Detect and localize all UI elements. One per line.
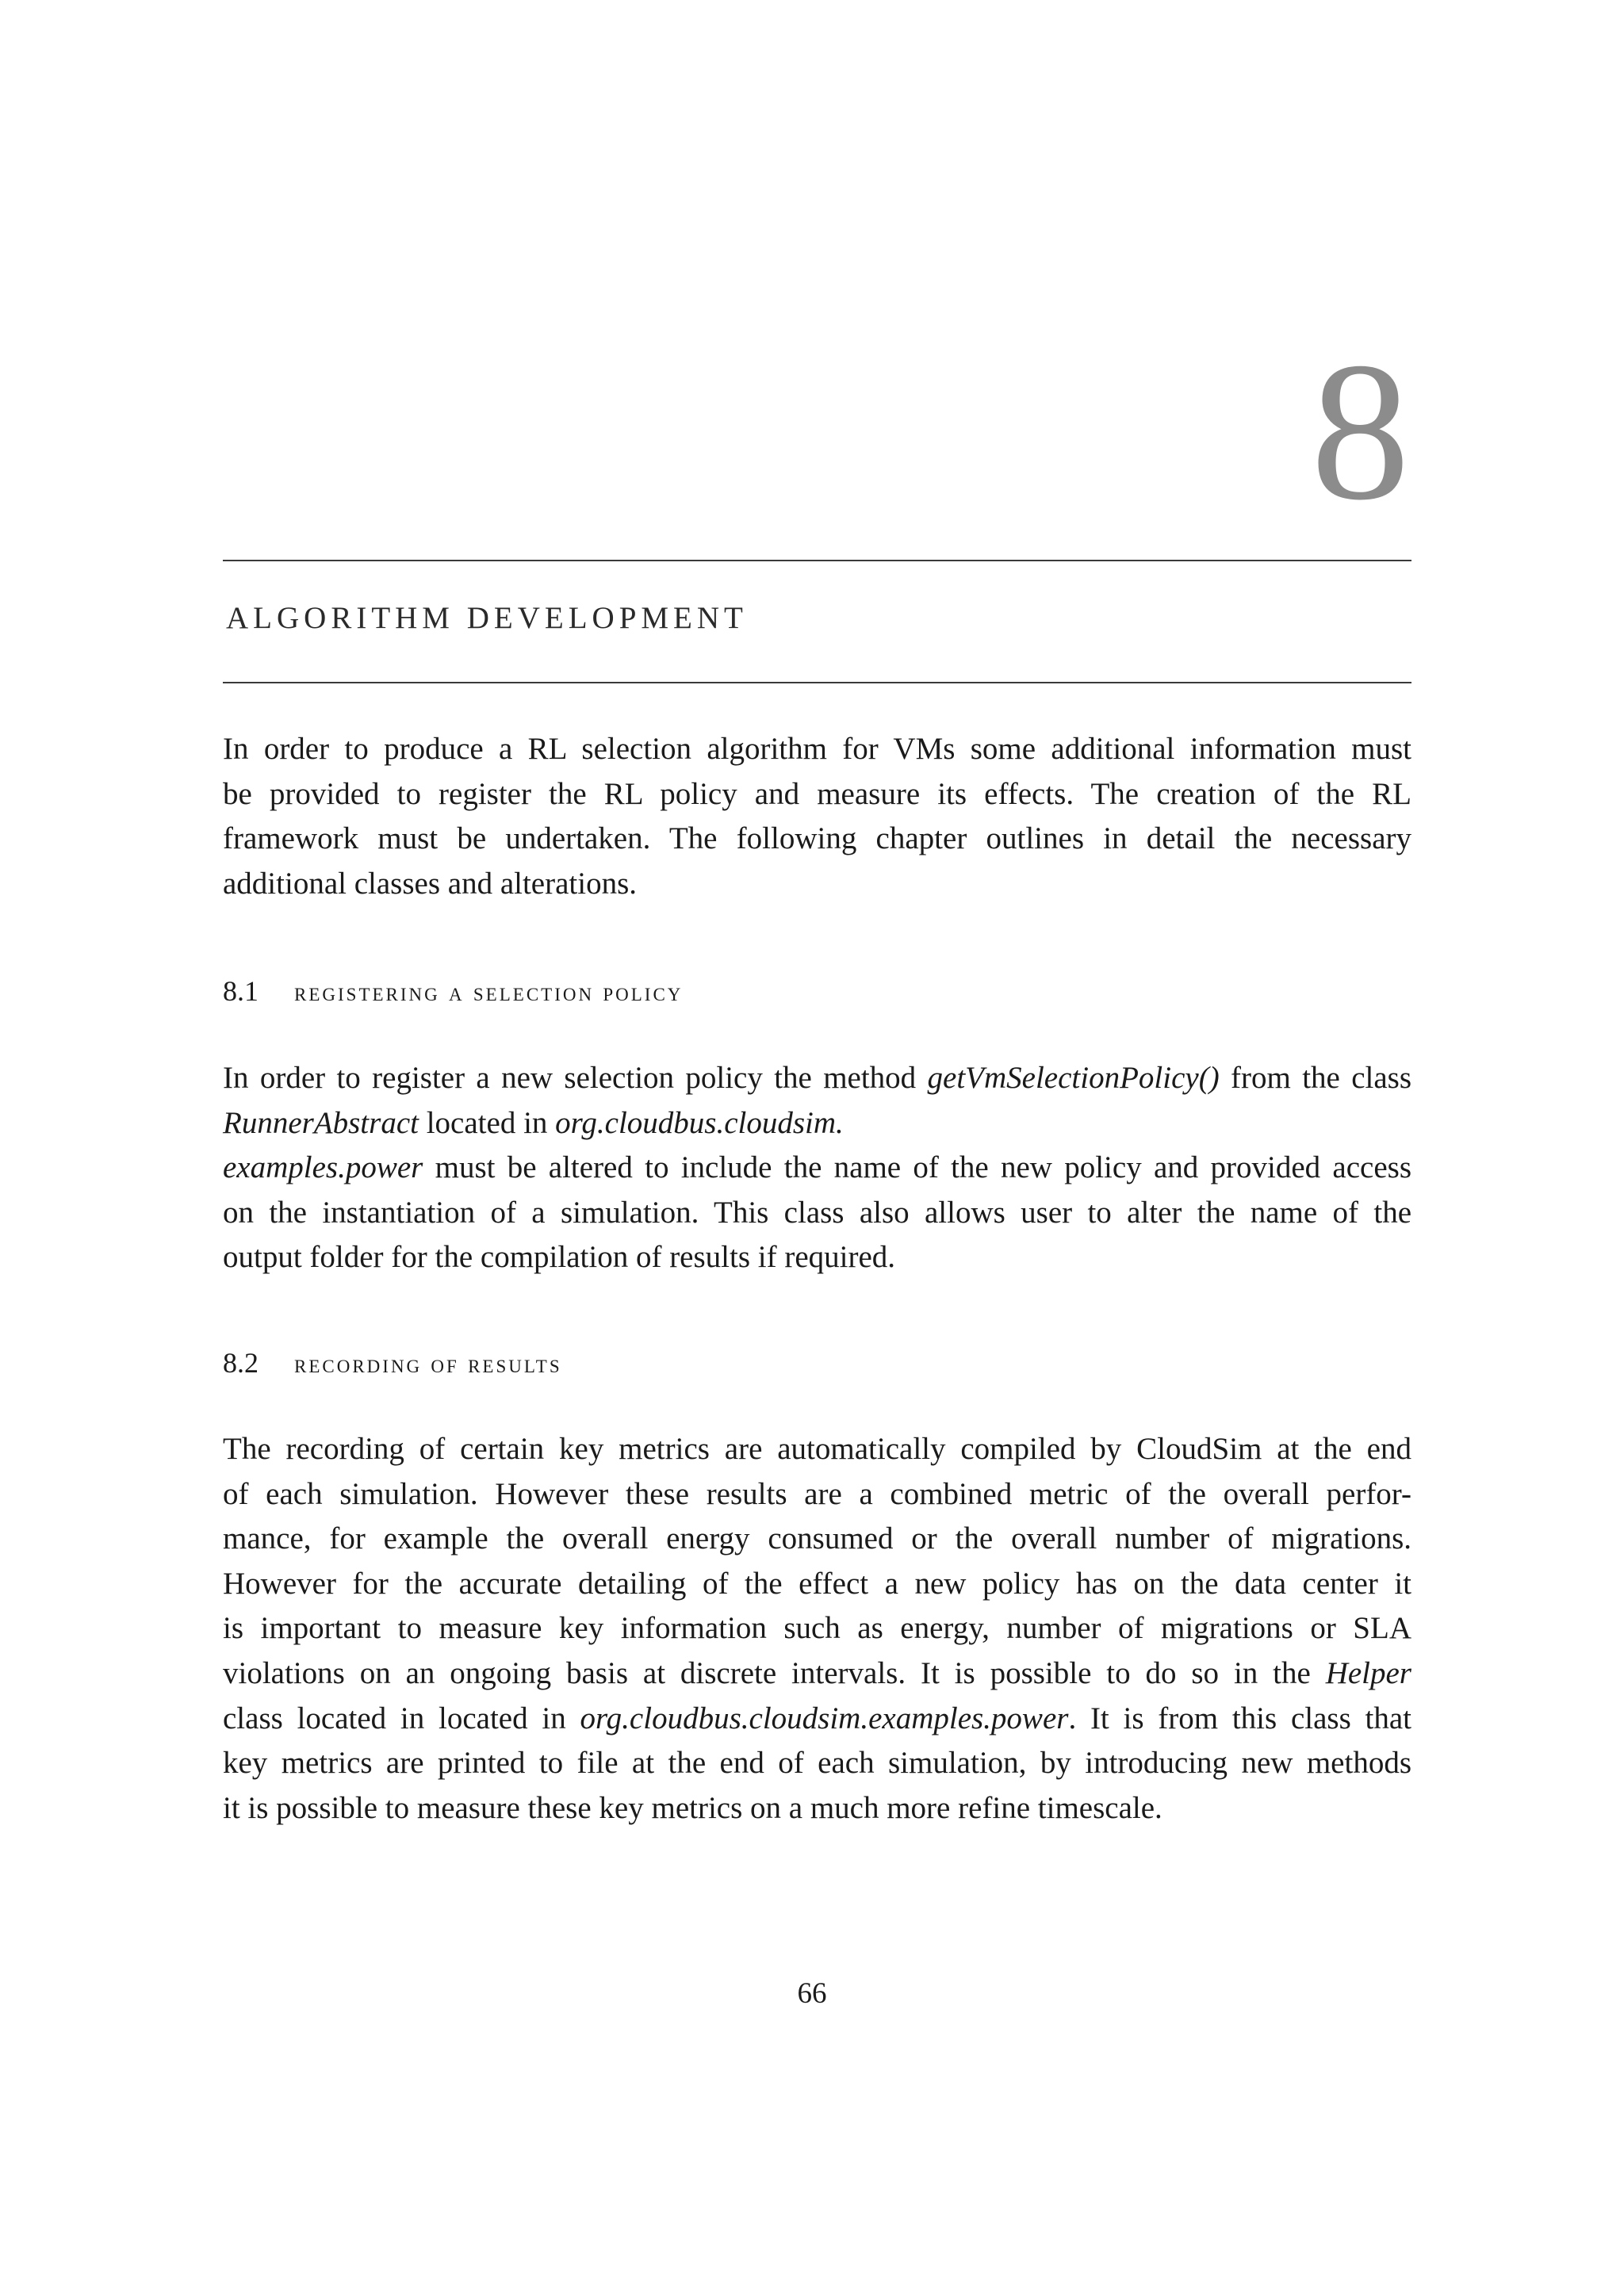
text-line: key metrics are printed to file at the end of each simulation, by introducing new methods [223, 1746, 1411, 1781]
text-line: be provided to register the RL policy and measure its effects. The creation of the RL [223, 776, 1411, 811]
method-name: getVmSelectionPolicy() [927, 1061, 1220, 1095]
section-title: recording of results [294, 1350, 562, 1379]
package-name: examples.power [223, 1150, 423, 1185]
text-line: examples.power must be altered to include the name of the new policy and provided access [223, 1150, 1411, 1185]
text-line: additional classes and alterations. [223, 866, 638, 901]
text-line: is important to measure key information such as energy, number of migrations or SLA [223, 1611, 1411, 1646]
section-heading-registering [223, 977, 683, 1006]
page-number: 66 [797, 1977, 827, 2010]
section-heading-recording [223, 1349, 562, 1378]
chapter-rule-top [223, 560, 1411, 561]
text-line: However for the accurate detailing of the effect a new policy has on the data center it [223, 1566, 1411, 1601]
text-line: output folder for the compilation of results if required. [223, 1240, 896, 1275]
text-line: In order to produce a RL selection algorithm for VMs some additional information must [223, 732, 1411, 766]
text-line: The recording of certain key metrics are automatically compiled by CloudSim at the end [223, 1432, 1411, 1466]
package-name: org.cloudbus.cloudsim. [555, 1105, 844, 1140]
text-line: it is possible to measure these key metrics on a much more refine timescale. [223, 1790, 1162, 1825]
intro-paragraph [223, 727, 1411, 906]
class-name: Helper [1325, 1655, 1411, 1690]
chapter-title: ALGORITHM DEVELOPMENT [226, 601, 748, 635]
chapter-number: 8 [1311, 322, 1410, 541]
section-title: registering a selection policy [294, 978, 684, 1007]
class-name: RunnerAbstract [223, 1105, 419, 1140]
chapter-rule-bottom [223, 682, 1411, 683]
section1-paragraph [223, 1056, 1411, 1280]
text-line: of each simulation. However these results are a combined metric of the overall perfor- [223, 1476, 1411, 1511]
text-line: on the instantiation of a simulation. This class also allows user to alter the name of the [223, 1195, 1411, 1230]
text-line: framework must be undertaken. The following chapter outlines in detail the necessary [223, 821, 1411, 856]
package-name: org.cloudbus.cloudsim.examples.power [580, 1701, 1069, 1735]
text-line: RunnerAbstract located in org.cloudbus.cloudsim. [223, 1105, 844, 1140]
section2-paragraph [223, 1427, 1411, 1831]
text-line: mance, for example the overall energy consumed or the overall number of migrations. [223, 1521, 1411, 1556]
text-line: In order to register a new selection policy the method getVmSelectionPolicy() from the class [223, 1061, 1412, 1095]
section-number: 8.1 [223, 975, 259, 1007]
section-number: 8.2 [223, 1347, 259, 1379]
text-line: class located in located in org.cloudbus.cloudsim.examples.power. It is from this class that [223, 1701, 1411, 1735]
text-line: violations on an ongoing basis at discrete intervals. It is possible to do so in the Helper [223, 1655, 1411, 1690]
